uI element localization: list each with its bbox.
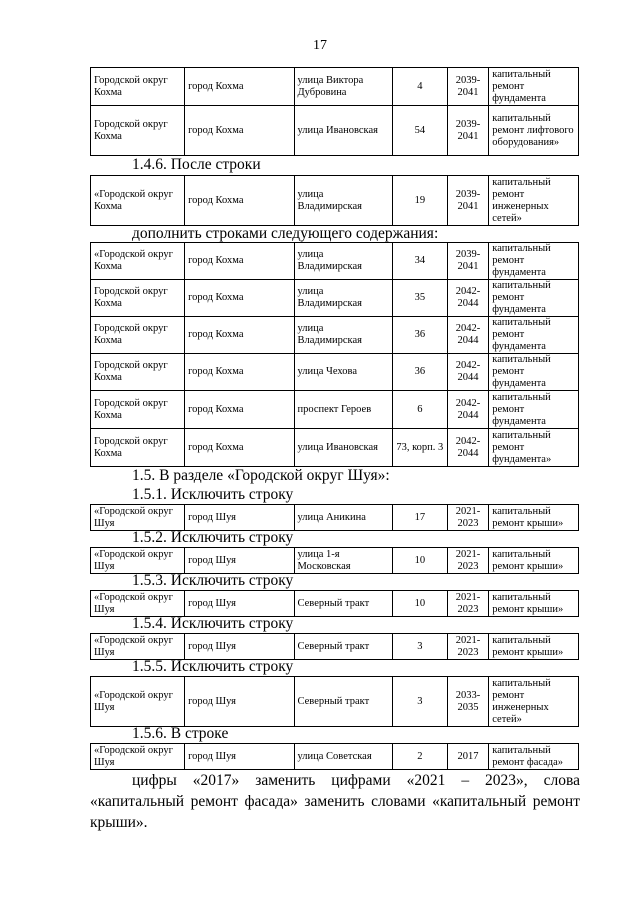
cell-municipality: «Городской округ Шуя xyxy=(91,744,185,770)
section-heading: 1.5. В разделе «Городской округ Шуя»: xyxy=(132,467,390,484)
cell-street: улица Владимирская xyxy=(294,317,392,354)
cell-settlement: город Кохма xyxy=(185,176,294,226)
section-heading: 1.5.4. Исключить строку xyxy=(132,615,294,632)
cell-period: 2021-2023 xyxy=(447,548,489,574)
cell-street: улица Владимирская xyxy=(294,176,392,226)
cell-house-number: 73, корп. 3 xyxy=(392,429,447,467)
table-row xyxy=(91,591,579,617)
cell-municipality: Городской округ Кохма xyxy=(91,354,185,391)
cell-municipality: Городской округ Кохма xyxy=(91,317,185,354)
cell-house-number: 10 xyxy=(392,548,447,574)
cell-house-number: 34 xyxy=(392,243,447,280)
section-heading: дополнить строками следующего содержания: xyxy=(132,225,439,242)
table-row xyxy=(91,176,579,226)
cell-work-type: капитальный ремонт крыши» xyxy=(489,505,579,531)
cell-work-type: капитальный ремонт фундамента xyxy=(489,354,579,391)
cell-work-type: капитальный ремонт фундамента xyxy=(489,280,579,317)
section-heading: 1.5.6. В строке xyxy=(132,725,229,742)
table-row xyxy=(91,677,579,727)
cell-period: 2039-2041 xyxy=(447,68,489,106)
table-row xyxy=(91,744,579,770)
address-table xyxy=(90,743,579,770)
address-table xyxy=(90,590,579,617)
table-row xyxy=(91,354,579,391)
cell-municipality: Городской округ Кохма xyxy=(91,280,185,317)
cell-municipality: Городской округ Кохма xyxy=(91,106,185,156)
cell-settlement: город Кохма xyxy=(185,391,294,429)
cell-settlement: город Кохма xyxy=(185,243,294,280)
address-table xyxy=(90,504,579,531)
address-table xyxy=(90,676,579,727)
cell-work-type: капитальный ремонт фундамента xyxy=(489,391,579,429)
cell-period: 2042-2044 xyxy=(447,354,489,391)
cell-settlement: город Кохма xyxy=(185,106,294,156)
cell-work-type: капитальный ремонт лифтового оборудования» xyxy=(489,106,579,156)
address-table xyxy=(90,547,579,574)
cell-settlement: город Шуя xyxy=(185,591,294,617)
cell-municipality: «Городской округ Шуя xyxy=(91,634,185,660)
cell-municipality: «Городской округ Шуя xyxy=(91,548,185,574)
cell-street: улица Владимирская xyxy=(294,243,392,280)
cell-street: Северный тракт xyxy=(294,591,392,617)
cell-house-number: 17 xyxy=(392,505,447,531)
cell-house-number: 4 xyxy=(392,68,447,106)
cell-municipality: «Городской округ Кохма xyxy=(91,176,185,226)
cell-work-type: капитальный ремонт фундамента xyxy=(489,68,579,106)
address-table xyxy=(90,633,579,660)
cell-municipality: Городской округ Кохма xyxy=(91,429,185,467)
cell-street: Северный тракт xyxy=(294,634,392,660)
table-row xyxy=(91,68,579,106)
cell-settlement: город Кохма xyxy=(185,429,294,467)
page-number: 17 xyxy=(313,38,327,53)
cell-house-number: 3 xyxy=(392,677,447,727)
cell-municipality: «Городской округ Шуя xyxy=(91,505,185,531)
cell-period: 2033-2035 xyxy=(447,677,489,727)
cell-settlement: город Кохма xyxy=(185,68,294,106)
cell-work-type: капитальный ремонт крыши» xyxy=(489,591,579,617)
cell-settlement: город Кохма xyxy=(185,317,294,354)
cell-period: 2021-2023 xyxy=(447,591,489,617)
cell-work-type: капитальный ремонт фундамента xyxy=(489,317,579,354)
cell-work-type: капитальный ремонт фасада» xyxy=(489,744,579,770)
cell-street: улица Ивановская xyxy=(294,429,392,467)
cell-house-number: 10 xyxy=(392,591,447,617)
cell-street: улица Советская xyxy=(294,744,392,770)
cell-work-type: капитальный ремонт крыши» xyxy=(489,634,579,660)
table-row xyxy=(91,280,579,317)
table-row xyxy=(91,317,579,354)
address-table xyxy=(90,242,579,467)
cell-municipality: «Городской округ Кохма xyxy=(91,243,185,280)
cell-period: 2042-2044 xyxy=(447,317,489,354)
cell-work-type: капитальный ремонт инженерных сетей» xyxy=(489,677,579,727)
section-heading: 1.4.6. После строки xyxy=(132,156,261,173)
cell-period: 2017 xyxy=(447,744,489,770)
cell-house-number: 19 xyxy=(392,176,447,226)
table-row xyxy=(91,243,579,280)
section-heading: 1.5.5. Исключить строку xyxy=(132,658,294,675)
cell-work-type: капитальный ремонт крыши» xyxy=(489,548,579,574)
table-row xyxy=(91,429,579,467)
table-row xyxy=(91,505,579,531)
cell-street: улица Чехова xyxy=(294,354,392,391)
section-heading: 1.5.2. Исключить строку xyxy=(132,529,294,546)
cell-work-type: капитальный ремонт инженерных сетей» xyxy=(489,176,579,226)
cell-period: 2021-2023 xyxy=(447,505,489,531)
cell-period: 2039-2041 xyxy=(447,243,489,280)
cell-municipality: «Городской округ Шуя xyxy=(91,677,185,727)
cell-period: 2039-2041 xyxy=(447,176,489,226)
cell-period: 2039-2041 xyxy=(447,106,489,156)
cell-work-type: капитальный ремонт фундамента xyxy=(489,243,579,280)
cell-period: 2042-2044 xyxy=(447,429,489,467)
replacement-paragraph: цифры «2017» заменить цифрами «2021 – 2023», слова «капитальный ремонт фасада» заменить словами «капитальный ремонт крыши». xyxy=(90,772,580,831)
cell-street: улица Владимирская xyxy=(294,280,392,317)
cell-house-number: 36 xyxy=(392,354,447,391)
cell-period: 2042-2044 xyxy=(447,391,489,429)
cell-municipality: Городской округ Кохма xyxy=(91,68,185,106)
cell-house-number: 54 xyxy=(392,106,447,156)
cell-settlement: город Кохма xyxy=(185,280,294,317)
cell-house-number: 2 xyxy=(392,744,447,770)
cell-settlement: город Шуя xyxy=(185,505,294,531)
cell-settlement: город Кохма xyxy=(185,354,294,391)
cell-street: Северный тракт xyxy=(294,677,392,727)
section-heading: 1.5.3. Исключить строку xyxy=(132,572,294,589)
table-row xyxy=(91,106,579,156)
table-row xyxy=(91,391,579,429)
cell-street: улица 1-я Московская xyxy=(294,548,392,574)
address-table xyxy=(90,175,579,226)
cell-settlement: город Шуя xyxy=(185,548,294,574)
cell-street: улица Виктора Дубровина xyxy=(294,68,392,106)
cell-settlement: город Шуя xyxy=(185,677,294,727)
cell-period: 2021-2023 xyxy=(447,634,489,660)
cell-street: проспект Героев xyxy=(294,391,392,429)
cell-work-type: капитальный ремонт фундамента» xyxy=(489,429,579,467)
table-row xyxy=(91,634,579,660)
address-table xyxy=(90,67,579,156)
cell-house-number: 6 xyxy=(392,391,447,429)
cell-street: улица Аникина xyxy=(294,505,392,531)
cell-period: 2042-2044 xyxy=(447,280,489,317)
cell-municipality: «Городской округ Шуя xyxy=(91,591,185,617)
section-heading: 1.5.1. Исключить строку xyxy=(132,486,294,503)
cell-settlement: город Шуя xyxy=(185,634,294,660)
cell-settlement: город Шуя xyxy=(185,744,294,770)
table-row xyxy=(91,548,579,574)
cell-house-number: 36 xyxy=(392,317,447,354)
cell-municipality: Городской округ Кохма xyxy=(91,391,185,429)
cell-house-number: 35 xyxy=(392,280,447,317)
cell-street: улица Ивановская xyxy=(294,106,392,156)
cell-house-number: 3 xyxy=(392,634,447,660)
